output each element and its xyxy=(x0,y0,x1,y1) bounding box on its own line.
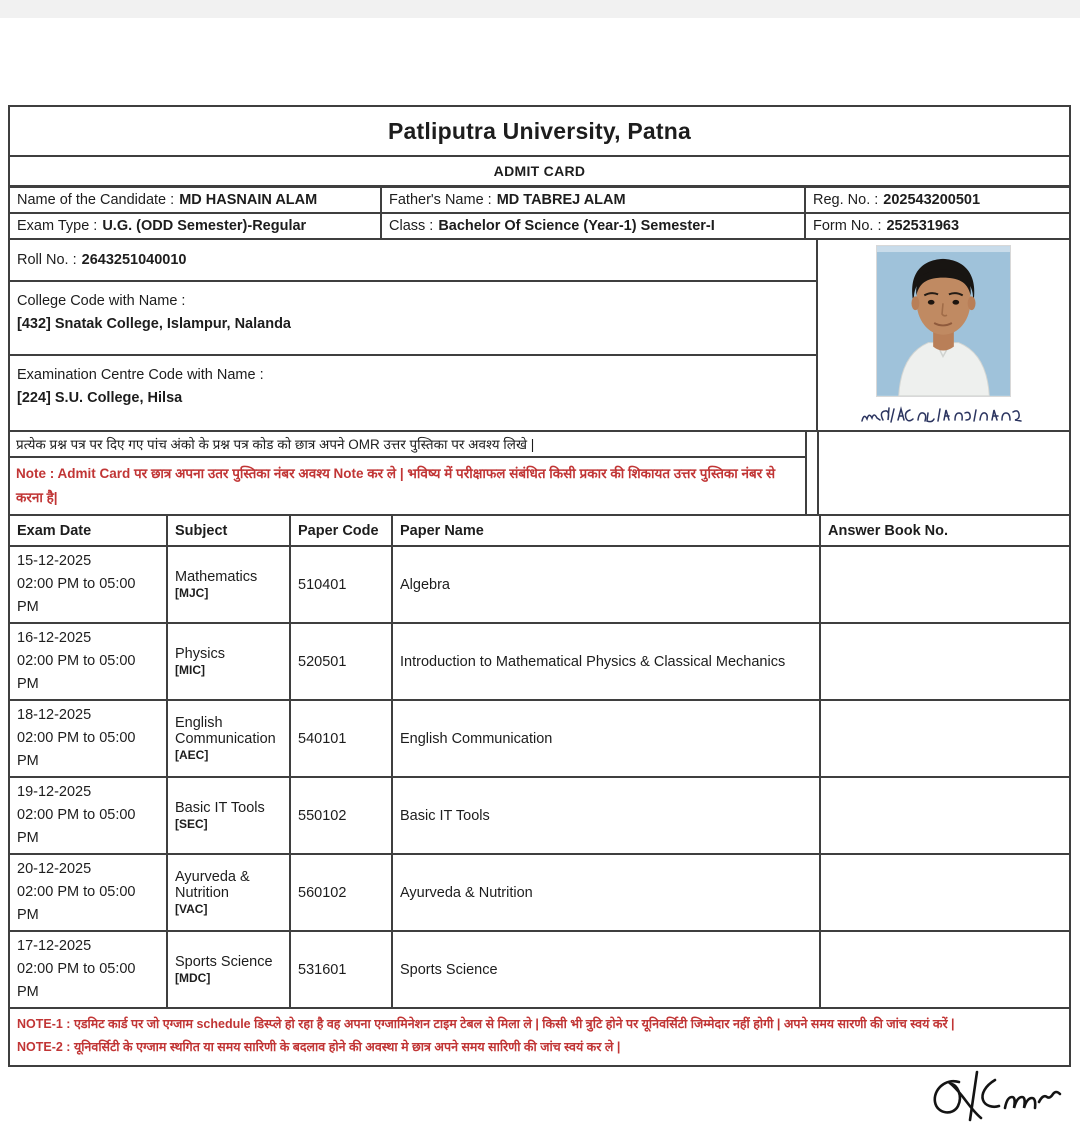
paper-code: 540101 xyxy=(298,730,347,747)
header-answer-book-no: Answer Book No. xyxy=(820,516,1069,546)
authority-signature xyxy=(925,1068,1070,1126)
subject-name: Mathematics xyxy=(175,569,258,585)
father-name-label: Father's Name : xyxy=(389,192,492,208)
exam-date-cell xyxy=(10,931,167,1008)
paper-code: 510401 xyxy=(298,576,347,593)
form-no-label: Form No. : xyxy=(813,218,882,234)
exam-centre-cell xyxy=(10,356,816,430)
paper-name-cell xyxy=(392,854,820,931)
candidate-photo xyxy=(876,245,1011,397)
exam-date-cell xyxy=(10,854,167,931)
instructions-empty-cell xyxy=(817,432,1069,514)
paper-name: Sports Science xyxy=(400,961,498,978)
paper-name: English Communication xyxy=(400,730,553,747)
university-header xyxy=(10,107,1069,157)
class-cell xyxy=(382,214,806,238)
exam-date: 19-12-2025 xyxy=(17,784,92,800)
college-value: [432] Snatak College, Islampur, Nalanda xyxy=(17,316,291,332)
exam-time: 02:00 PM to 05:00 PM xyxy=(17,730,136,769)
subject-cell xyxy=(167,854,290,931)
admit-card xyxy=(8,105,1071,1067)
paper-code: 560102 xyxy=(298,884,347,901)
exam-date-cell xyxy=(10,546,167,623)
candidate-name-cell xyxy=(10,188,382,212)
photo-cell xyxy=(818,240,1069,430)
exam-centre-label: Examination Centre Code with Name : xyxy=(17,367,264,383)
instructions-section xyxy=(10,432,1069,516)
exam-table-row xyxy=(10,623,1069,700)
subject-tag: [AEC] xyxy=(175,748,209,762)
subject-name: Ayurveda & Nutrition xyxy=(175,869,250,901)
exam-date: 17-12-2025 xyxy=(17,938,92,954)
exam-type-cell xyxy=(10,214,382,238)
header-paper-code: Paper Code xyxy=(290,516,392,546)
exam-date: 15-12-2025 xyxy=(17,553,92,569)
footer-note-2: NOTE-2 : यूनिवर्सिटी के एग्जाम स्थगित या समय सारिणी के बदलाव होने की अवस्था मे छात्र अपने समय सारिणी की जांच स्वयं कर ले | xyxy=(17,1040,621,1054)
answer-book-no-cell xyxy=(820,854,1069,931)
exam-table-header-row xyxy=(10,516,1069,546)
answer-book-no-cell xyxy=(820,931,1069,1008)
exam-date-cell xyxy=(10,700,167,777)
subject-cell xyxy=(167,546,290,623)
paper-name-cell xyxy=(392,700,820,777)
father-name-value: MD TABREJ ALAM xyxy=(496,192,626,208)
reg-no-cell xyxy=(806,188,1069,212)
reg-no-label: Reg. No. : xyxy=(813,192,879,208)
class-value: Bachelor Of Science (Year-1) Semester-I xyxy=(438,218,715,234)
exam-time: 02:00 PM to 05:00 PM xyxy=(17,961,136,1000)
exam-type-value: U.G. (ODD Semester)-Regular xyxy=(102,218,307,234)
subject-tag: [SEC] xyxy=(175,817,208,831)
instructions-column xyxy=(10,432,807,514)
exam-time: 02:00 PM to 05:00 PM xyxy=(17,807,136,846)
candidate-name-label: Name of the Candidate : xyxy=(17,192,175,208)
exam-schedule-table xyxy=(10,516,1069,1009)
subject-tag: [MDC] xyxy=(175,971,211,985)
footer-notes-section xyxy=(10,1009,1069,1065)
paper-name: Algebra xyxy=(400,576,450,593)
college-label: College Code with Name : xyxy=(17,293,186,309)
exam-date-cell xyxy=(10,777,167,854)
exam-date: 20-12-2025 xyxy=(17,861,92,877)
exam-date: 16-12-2025 xyxy=(17,630,92,646)
subject-name: Basic IT Tools xyxy=(175,800,265,816)
exam-centre-value: [224] S.U. College, Hilsa xyxy=(17,390,183,406)
page-title: Patliputra University, Patna xyxy=(388,117,691,144)
paper-code-cell xyxy=(290,546,392,623)
paper-name: Ayurveda & Nutrition xyxy=(400,884,533,901)
candidate-signature xyxy=(858,406,1030,426)
header-subject: Subject xyxy=(167,516,290,546)
exam-table-row xyxy=(10,854,1069,931)
answer-book-no-cell xyxy=(820,700,1069,777)
paper-name-cell xyxy=(392,546,820,623)
paper-code-cell xyxy=(290,623,392,700)
exam-table-row xyxy=(10,777,1069,854)
roll-no-value: 2643251040010 xyxy=(81,252,187,268)
exam-date-cell xyxy=(10,623,167,700)
header-exam-date: Exam Date xyxy=(10,516,167,546)
header-paper-name: Paper Name xyxy=(392,516,820,546)
exam-time: 02:00 PM to 05:00 PM xyxy=(17,653,136,692)
exam-time: 02:00 PM to 05:00 PM xyxy=(17,576,136,615)
footer-note-1: NOTE-1 : एडमिट कार्ड पर जो एग्जाम schedule डिस्प्ले हो रहा है वह अपना एग्जामिनेशन टाइम टेबल से मिला ले | किसी भी त्रुटि होने पर यूनिवर्सिटी जिम्मेदार नहीं होगी | अपने समय सारणी की जांच स्वयं करें | xyxy=(17,1017,955,1031)
subject-cell xyxy=(167,777,290,854)
paper-name: Introduction to Mathematical Physics & Classical Mechanics xyxy=(400,653,786,670)
candidate-name-value: MD HASNAIN ALAM xyxy=(179,192,318,208)
subject-name: Physics xyxy=(175,646,225,662)
college-cell xyxy=(10,282,816,356)
paper-code: 531601 xyxy=(298,961,347,978)
reg-no-value: 202543200501 xyxy=(883,192,981,208)
exam-type-label: Exam Type : xyxy=(17,218,98,234)
subject-tag: [MIC] xyxy=(175,663,205,677)
subject-tag: [MJC] xyxy=(175,586,209,600)
paper-name-cell xyxy=(392,623,820,700)
paper-code-cell xyxy=(290,700,392,777)
top-gray-band xyxy=(0,0,1080,18)
class-label: Class : xyxy=(389,218,434,234)
red-note-instruction: Note : Admit Card पर छात्र अपना उतर पुस्तिका नंबर अवश्य Note कर ले | भविष्य में परीक्षाफल संबंधित किसी प्रकार की शिकायत उत्तर पुस्तिका नंबर से करना है| xyxy=(16,466,776,505)
answer-book-no-cell xyxy=(820,546,1069,623)
paper-name: Basic IT Tools xyxy=(400,807,490,824)
paper-name-cell xyxy=(392,777,820,854)
roll-no-cell xyxy=(10,240,816,282)
candidate-info-row-1 xyxy=(10,188,1069,214)
subject-name: English Communication xyxy=(175,715,276,747)
exam-table-body xyxy=(10,546,1069,1008)
subject-cell xyxy=(167,700,290,777)
answer-book-no-cell xyxy=(820,623,1069,700)
paper-code-cell xyxy=(290,777,392,854)
omr-instruction: प्रत्येक प्रश्न पत्र पर दिए गए पांच अंको के प्रश्न पत्र कोड को छात्र अपने OMR उत्तर पुस्तिका पर अवश्य लिखे | xyxy=(10,432,805,458)
exam-table-row xyxy=(10,700,1069,777)
roll-college-column xyxy=(10,240,818,430)
subject-name: Sports Science xyxy=(175,954,273,970)
exam-date: 18-12-2025 xyxy=(17,707,92,723)
father-name-cell xyxy=(382,188,806,212)
candidate-info-row-2 xyxy=(10,214,1069,240)
roll-no-label: Roll No. : xyxy=(17,252,77,268)
exam-table-row xyxy=(10,931,1069,1008)
paper-name-cell xyxy=(392,931,820,1008)
paper-code-cell xyxy=(290,854,392,931)
roll-college-photo-section xyxy=(10,240,1069,432)
exam-time: 02:00 PM to 05:00 PM xyxy=(17,884,136,923)
paper-code: 520501 xyxy=(298,653,347,670)
answer-book-no-cell xyxy=(820,777,1069,854)
paper-code-cell xyxy=(290,931,392,1008)
notes-divider-gap xyxy=(807,432,817,514)
exam-table-row xyxy=(10,546,1069,623)
subject-cell xyxy=(167,623,290,700)
subject-cell xyxy=(167,931,290,1008)
admit-card-heading: ADMIT CARD xyxy=(10,157,1069,188)
subject-tag: [VAC] xyxy=(175,902,208,916)
form-no-cell xyxy=(806,214,1069,238)
paper-code: 550102 xyxy=(298,807,347,824)
form-no-value: 252531963 xyxy=(886,218,960,234)
